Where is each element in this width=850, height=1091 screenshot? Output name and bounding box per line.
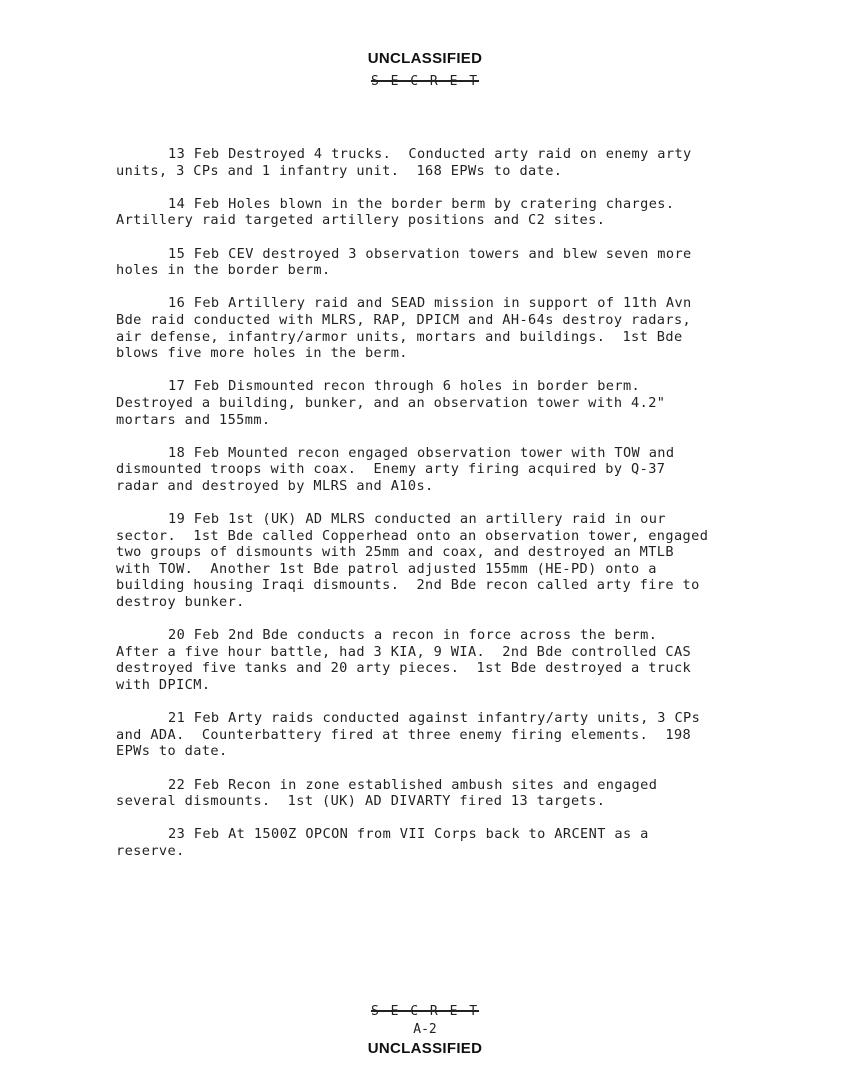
entry-13-feb: 13 Feb Destroyed 4 trucks. Conducted arty raid on enemy arty units, 3 CPs and 1 infantry unit. 168 EPWs to date. (116, 146, 701, 179)
entry-22-feb: 22 Feb Recon in zone established ambush sites and engaged several dismounts. 1st (UK) AD DIVARTY fired 13 targets. (116, 776, 666, 810)
entry-17-feb: 17 Feb Dismounted recon through 6 holes in border berm. Destroyed a building, bunker, and an observation tower with 4.2" mortars and 155mm. (116, 378, 674, 428)
entry-20-feb: 20 Feb 2nd Bde conducts a recon in force across the berm. After a five hour battle, had 3 KIA, 9 WIA. 2nd Bde controlled CAS destroyed five tanks and 20 arty pieces. 1st Bde destroyed a truck with DPICM. (116, 627, 700, 693)
entry-15-feb: 15 Feb CEV destroyed 3 observation towers and blew seven more holes in the border berm. (116, 245, 701, 279)
entry-23-feb: 23 Feb At 1500Z OPCON from VII Corps back to ARCENT as a reserve. (116, 826, 658, 859)
top-struck-secret-text: S E C R E T (370, 74, 480, 89)
entry-14-feb: 14 Feb Holes blown in the border berm by cratering charges. Artillery raid targeted artillery positions and C2 sites. (116, 195, 692, 229)
entry-19-feb: 19 Feb 1st (UK) AD MLRS conducted an artillery raid in our sector. 1st Bde called Copperhead onto an observation tower, engaged two groups of dismounts with 25mm and coax, and destroyed an MTLB with TOW. Another 1st Bde patrol adjusted 155mm (HE-PD) onto a building housing Iraqi dismounts. 2nd Bde recon called arty fire to destroy bunker. (116, 511, 717, 611)
bottom-struck-secret-marking (0, 1004, 850, 1019)
entry-18-feb: 18 Feb Mounted recon engaged observation tower with TOW and dismounted troops with coax. Enemy arty firing acquired by Q-37 radar and destroyed by MLRS and A10s. (116, 444, 684, 494)
bottom-struck-secret-text: S E C R E T (370, 1004, 480, 1019)
page-number: A-2 (413, 1022, 437, 1037)
top-struck-secret-marking (0, 74, 850, 89)
entry-21-feb: 21 Feb Arty raids conducted against infantry/arty units, 3 CPs and ADA. Counterbattery fired at three enemy firing elements. 198 EPWs to date. (116, 710, 709, 760)
bottom-classification-marking: UNCLASSIFIED (367, 1040, 483, 1057)
top-classification-marking: UNCLASSIFIED (367, 50, 483, 67)
chronology-body (116, 146, 716, 876)
entry-16-feb: 16 Feb Artillery raid and SEAD mission in support of 11th Avn Bde raid conducted with MLRS, RAP, DPICM and AH-64s destroy radars, air defense, infantry/armor units, mortars and buildings. 1st Bde blows five more holes in the berm. (116, 295, 701, 362)
